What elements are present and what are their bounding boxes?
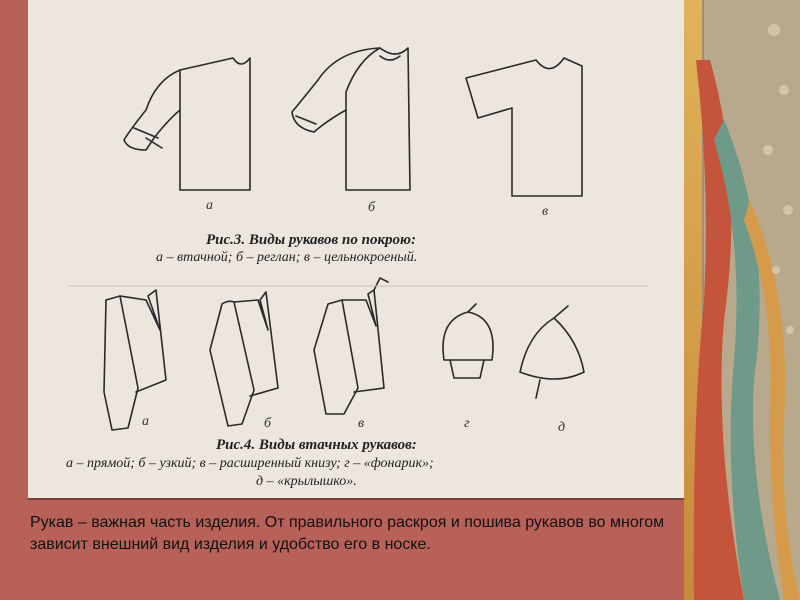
fig4-letter-b: б	[264, 416, 272, 431]
fig4-caption-line2: д – «крылышко».	[256, 474, 357, 489]
fig3-a-setin-sleeve	[124, 58, 250, 190]
scanned-figure-page	[28, 0, 684, 498]
fig3-caption: а – втачной; б – реглан; в – цельнокроеный.	[156, 250, 418, 265]
fig4-letter-a: а	[142, 414, 149, 429]
fig4-b-narrow-sleeve	[210, 292, 278, 426]
fig4-c-flared-sleeve	[314, 278, 388, 414]
figure-bottom-edge	[28, 498, 684, 500]
slide-body-text: Рукав – важная часть изделия. От правильного раскроя и пошива рукавов во многом зависит внешний вид изделия и удобство его в носке.	[30, 514, 665, 553]
fig3-c-kimono-sleeve	[466, 58, 582, 196]
fig4-g-lantern-sleeve	[443, 304, 493, 378]
fig3-title: Рис.3. Виды рукавов по покрою:	[206, 232, 416, 248]
fig4-letter-c: в	[358, 416, 365, 431]
fig4-d-cap-sleeve	[520, 306, 584, 398]
fig4-title: Рис.4. Виды втачных рукавов:	[216, 437, 417, 453]
fig3-letter-c: в	[542, 204, 549, 219]
fig4-caption-line1: а – прямой; б – узкий; в – расширенный книзу; г – «фонарик»;	[66, 456, 434, 471]
fig3-b-raglan-sleeve	[292, 48, 410, 190]
fig3-letter-a: а	[206, 198, 213, 213]
fig4-letter-d: д	[558, 420, 566, 435]
fig4-letter-g: г	[464, 416, 470, 431]
fig3-letter-b: б	[368, 200, 376, 215]
decorative-fabric-strip	[684, 0, 800, 600]
fig4-a-straight-sleeve	[104, 290, 166, 430]
sleeve-diagrams	[28, 0, 684, 498]
